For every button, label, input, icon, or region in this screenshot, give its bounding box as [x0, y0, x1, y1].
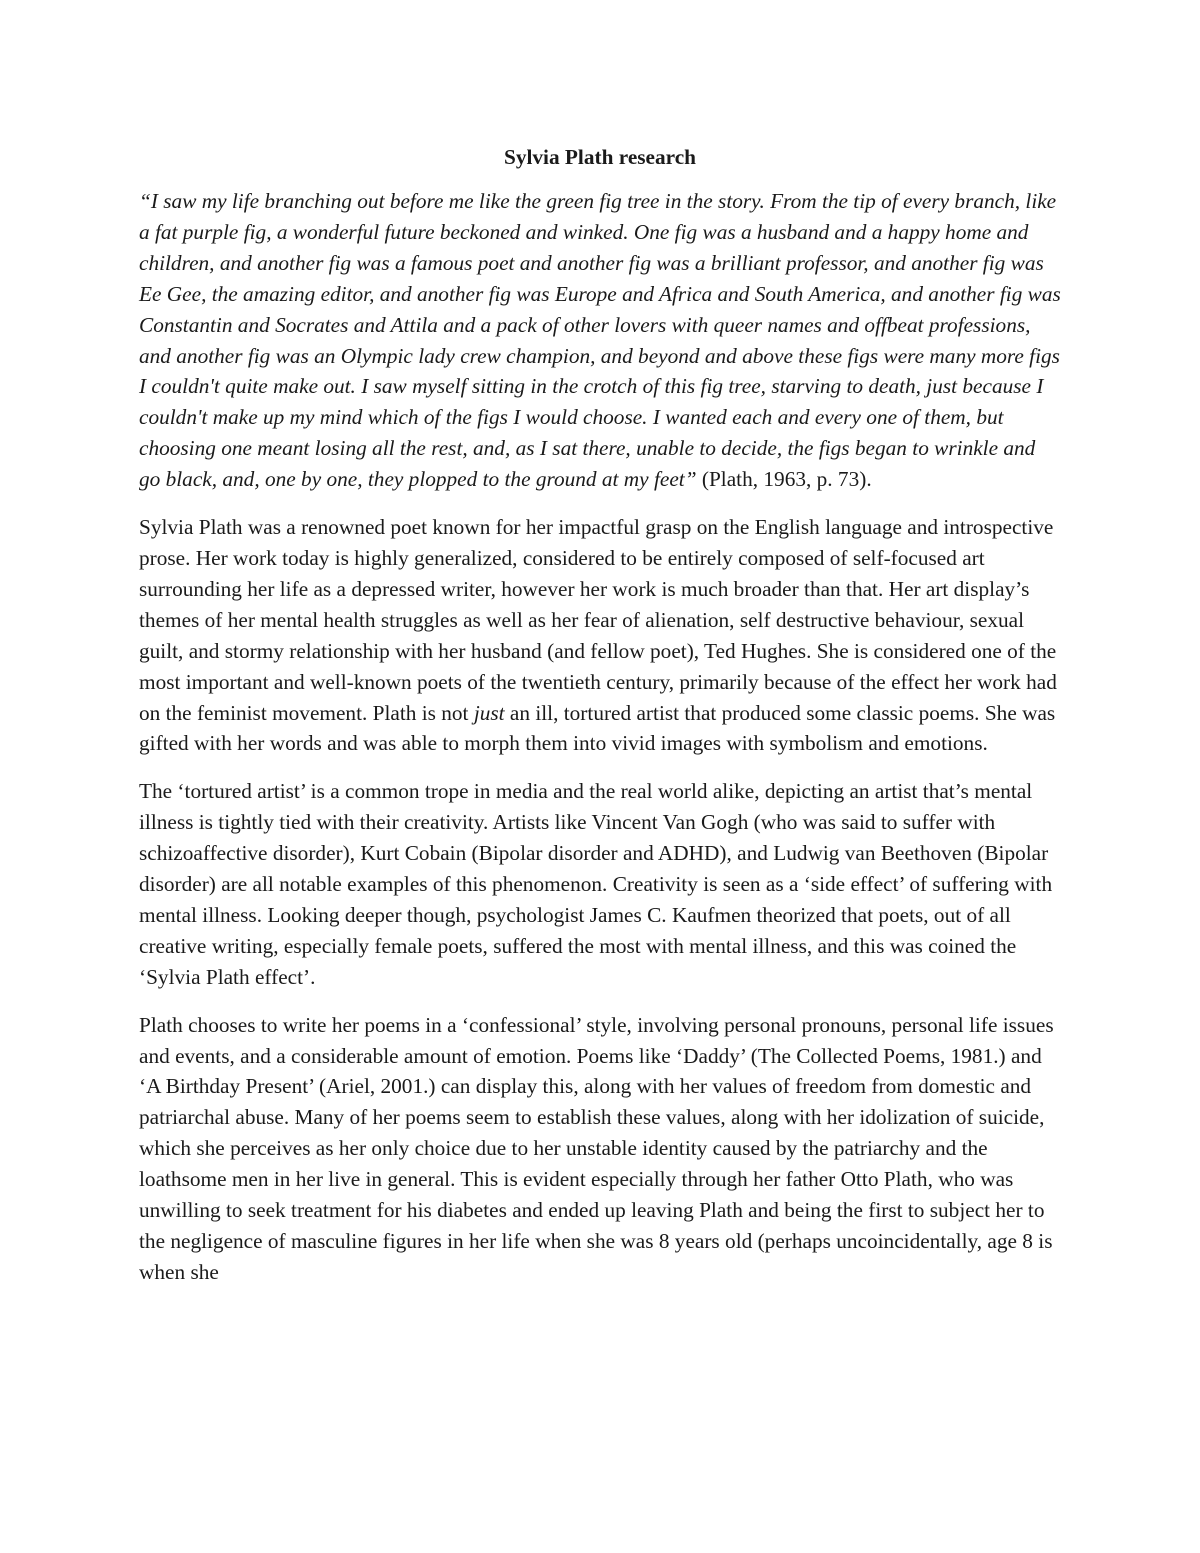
quote-text: “I saw my life branching out before me like the green fig tree in the story. From the tip of every branch, like a fat purple fig, a wonderful future beckoned and winked. One fig was a husband and a happy home and children, and another fig was a famous poet and another fig was a brilliant professor, and another fig was Ee Gee, the amazing editor, and another fig was Europe and Africa and South America, and another fig was Constantin and Socrates and Attila and a pack of other lovers with queer names and offbeat professions, and another fig was an Olympic lady crew champion, and beyond and above these figs were many more figs I couldn't quite make out. I saw myself sitting in the crotch of this fig tree, starving to death, just because I couldn't make up my mind which of the figs I would choose. I wanted each and every one of them, but choosing one meant losing all the rest, and, as I sat there, unable to decide, the figs began to wrinkle and go black, and, one by one, they plopped to the ground at my feet”: [139, 189, 1061, 492]
quote-citation: (Plath, 1963, p. 73).: [696, 467, 872, 492]
paragraph-confessional: Plath chooses to write her poems in a ‘confessional’ style, involving personal pronouns, personal life issues and events, and a considerable amount of emotion. Poems like ‘Daddy’ (The Collected Poems, 1981.) and ‘A Birthday Present’ (Ariel, 2001.) can display this, along with her values of freedom from domestic and patriarchal abuse. Many of her poems seem to establish these values, along with her idolization of suicide, which she perceives as her only choice due to her unstable identity caused by the patriarchy and the loathsome men in her live in general. This is evident especially through her father Otto Plath, who was unwilling to seek treatment for his diabetes and ended up leaving Plath and being the first to subject her to the negligence of masculine figures in her life when she was 8 years old (perhaps uncoincidentally, age 8 is when she: [139, 1012, 1054, 1284]
paragraph-intro-emphasis: just: [473, 700, 505, 725]
paragraph-intro-text-b: an ill, tortured artist that produced some classic poems. She was gifted with her words and was able to morph them into vivid images with symbolism and emotions.: [139, 700, 1056, 756]
document-title: Sylvia Plath research: [503, 145, 697, 169]
paragraph-tortured-artist: The ‘tortured artist’ is a common trope in media and the real world alike, depicting an artist that’s mental illness is tightly tied with their creativity. Artists like Vincent Van Gogh (who was said to suffer with schizoaffective disorder), Kurt Cobain (Bipolar disorder and ADHD), and Ludwig van Beethoven (Bipolar disorder) are all notable examples of this phenomenon. Creativity is seen as a ‘side effect’ of suffering with mental illness. Looking deeper though, psychologist James C. Kaufmen theorized that poets, out of all creative writing, especially female poets, suffered the most with mental illness, and this was coined the ‘Sylvia Plath effect’.: [139, 779, 1053, 989]
document-page: [139, 142, 1061, 1305]
paragraph-intro: [139, 512, 1061, 759]
opening-quote: [139, 186, 1061, 495]
paragraph-intro-text-a: Sylvia Plath was a renowned poet known for her impactful grasp on the English language and introspective prose. Her work today is highly generalized, considered to be entirely composed of self-focused art surrounding her life as a depressed writer, however her work is much broader than that. Her art display’s themes of her mental health struggles as well as her fear of alienation, self destructive behaviour, sexual guilt, and stormy relationship with her husband (and fellow poet), Ted Hughes. She is considered one of the most important and well-known poets of the twentieth century, primarily because of the effect her work had on the feminist movement. Plath is not: [139, 515, 1057, 725]
